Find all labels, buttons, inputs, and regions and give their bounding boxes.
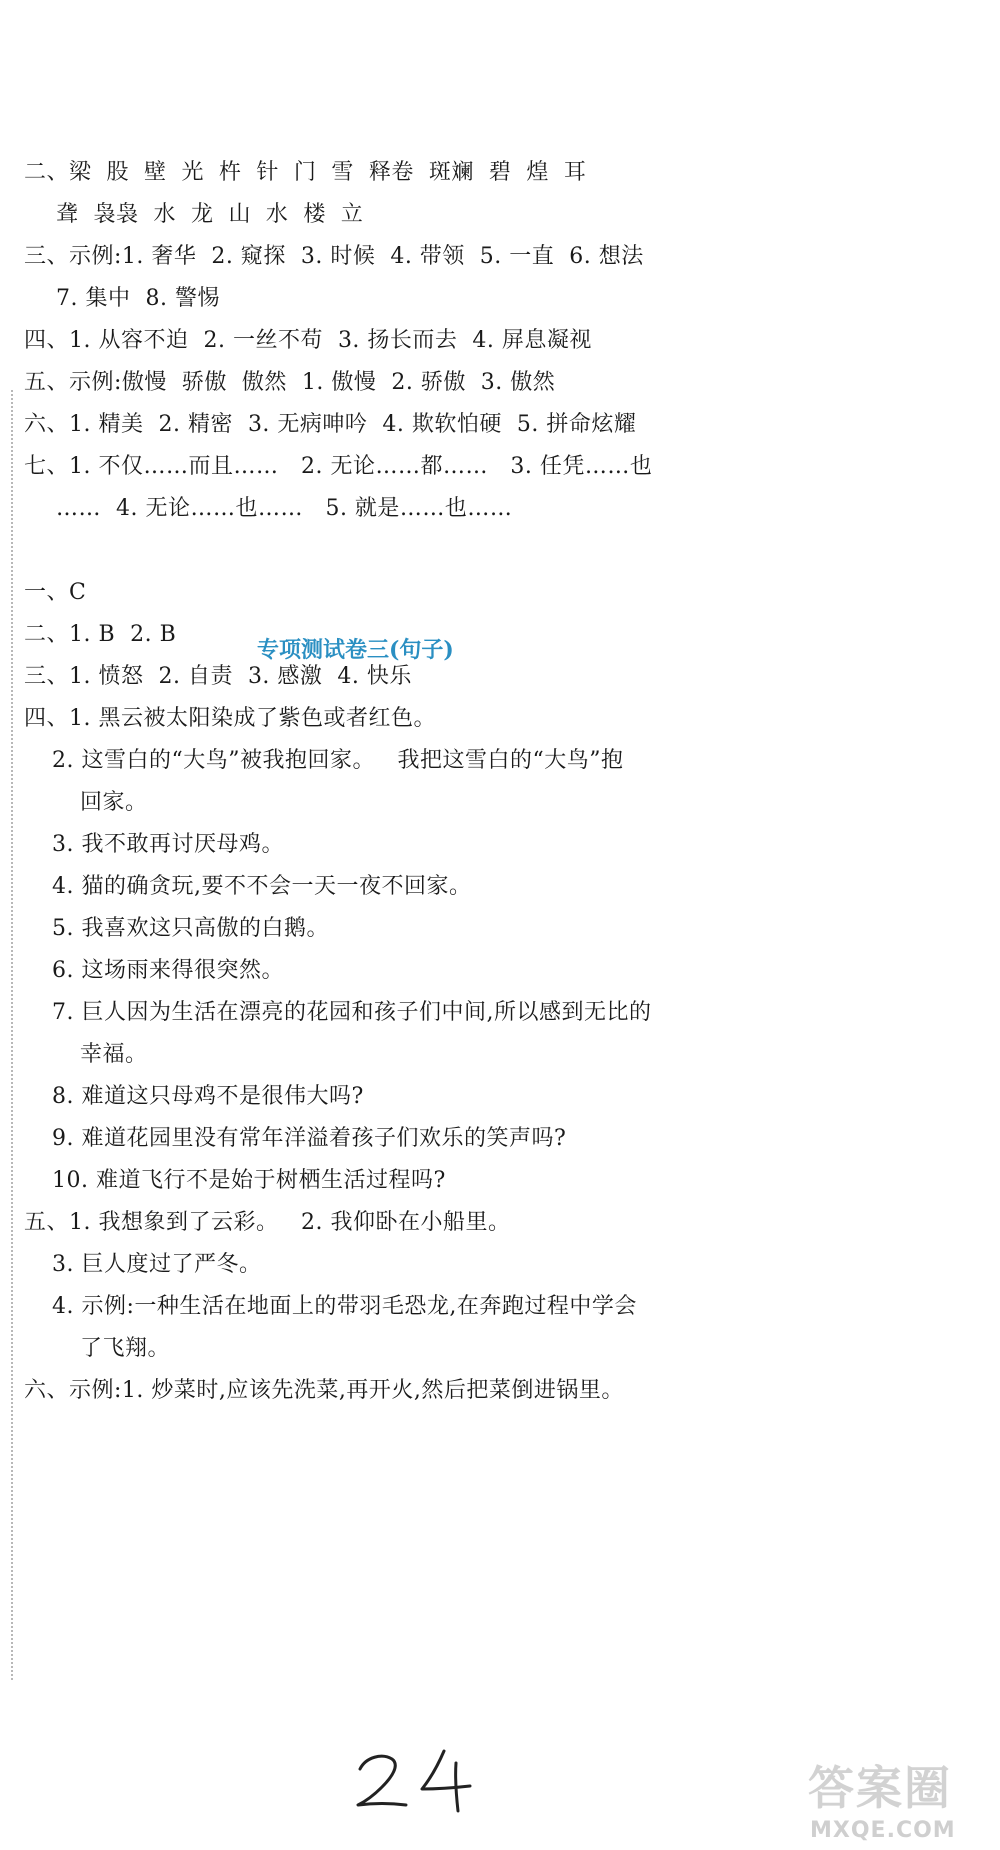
answer-line: 二、1. B 2. B [24, 622, 177, 647]
answer-line: 六、1. 精美 2. 精密 3. 无病呻吟 4. 欺软怕硬 5. 拼命炫耀 [24, 412, 637, 437]
answer-line: 3. 巨人度过了严冬。 [52, 1252, 262, 1277]
answer-line: 五、1. 我想象到了云彩。 2. 我仰卧在小船里。 [24, 1210, 511, 1235]
answer-line: 四、1. 黑云被太阳染成了紫色或者红色。 [24, 706, 436, 731]
answer-line: 4. 猫的确贪玩,要不不会一天一夜不回家。 [52, 874, 472, 899]
answer-line: 一、C [24, 580, 87, 605]
answer-line: 三、示例:1. 奢华 2. 窥探 3. 时候 4. 带领 5. 一直 6. 想法 [24, 244, 644, 269]
answer-line: 六、示例:1. 炒菜时,应该先洗菜,再开火,然后把菜倒进锅里。 [24, 1378, 624, 1403]
answer-line: 4. 示例:一种生活在地面上的带羽毛恐龙,在奔跑过程中学会 [52, 1294, 637, 1319]
answer-line: 7. 巨人因为生活在漂亮的花园和孩子们中间,所以感到无比的 [52, 1000, 652, 1025]
answer-line: 四、1. 从容不迫 2. 一丝不苟 3. 扬长而去 4. 屏息凝视 [24, 328, 592, 353]
watermark-url: MXQE.COM [810, 1818, 956, 1843]
answer-line: 7. 集中 8. 警惕 [56, 286, 220, 311]
answer-line: 9. 难道花园里没有常年洋溢着孩子们欢乐的笑声吗? [52, 1126, 567, 1151]
section-title: 专项测试卷三(句子) [257, 637, 454, 663]
answer-line: 七、1. 不仅……而且…… 2. 无论……都…… 3. 任凭……也 [24, 454, 653, 479]
answer-line: 2. 这雪白的“大鸟”被我抱回家。 我把这雪白的“大鸟”抱 [52, 748, 624, 773]
answer-line: 6. 这场雨来得很突然。 [52, 958, 284, 983]
watermark-logo-text: 答案圈 [808, 1761, 952, 1815]
answer-line: 聋 袅袅 水 龙 山 水 楼 立 [56, 202, 364, 227]
answer-line: 5. 我喜欢这只高傲的白鹅。 [52, 916, 329, 941]
answer-line: 3. 我不敢再讨厌母鸡。 [52, 832, 284, 857]
answer-line: 了飞翔。 [80, 1336, 171, 1361]
answer-line: 10. 难道飞行不是始于树栖生活过程吗? [52, 1168, 446, 1193]
handwritten-page-number [352, 1743, 484, 1815]
site-watermark [808, 1760, 994, 1848]
answer-line: 回家。 [80, 790, 148, 815]
answer-line: 三、1. 愤怒 2. 自责 3. 感激 4. 快乐 [24, 664, 412, 689]
answer-line: 幸福。 [80, 1042, 148, 1067]
answer-line: 二、梁 股 壁 光 杵 针 门 雪 释卷 斑斓 碧 煌 耳 [24, 160, 587, 185]
answer-line: 五、示例:傲慢 骄傲 傲然 1. 傲慢 2. 骄傲 3. 傲然 [24, 370, 556, 395]
binding-margin-line [11, 390, 13, 1680]
answer-line: 8. 难道这只母鸡不是很伟大吗? [52, 1084, 364, 1109]
answer-line: …… 4. 无论……也…… 5. 就是……也…… [56, 496, 513, 521]
